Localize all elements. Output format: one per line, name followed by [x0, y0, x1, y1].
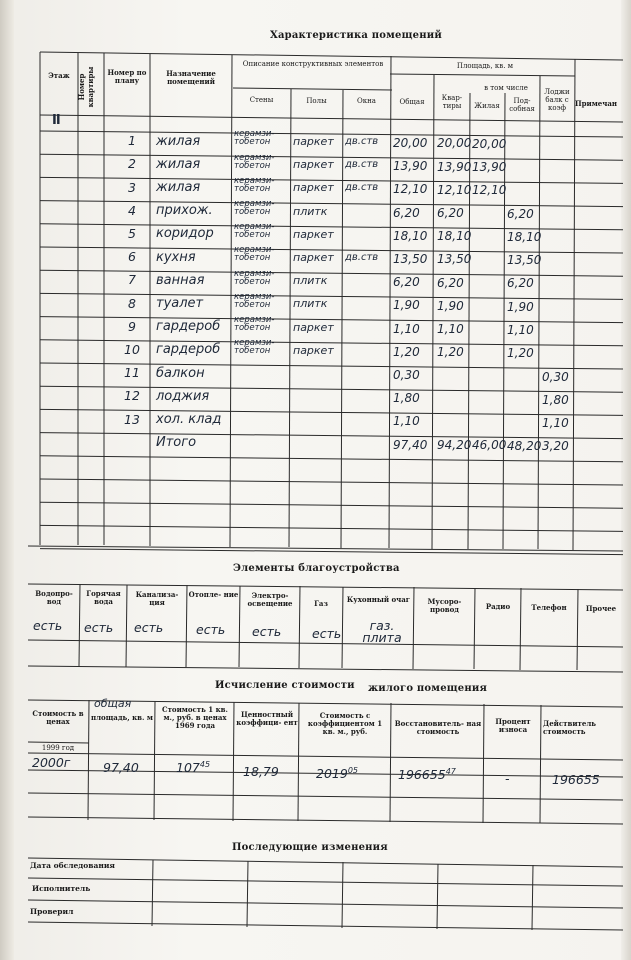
- cell-kv: 6,20: [437, 275, 464, 290]
- area-value: 97,40: [103, 760, 139, 775]
- cell-total: 13,90: [393, 159, 428, 174]
- checked-label: Проверил: [30, 907, 74, 916]
- cell-n: 9: [128, 318, 136, 334]
- cell-n: 2: [128, 156, 136, 172]
- amenity-hot-value: есть: [84, 620, 114, 635]
- col-total-header: Общая: [399, 98, 425, 106]
- amenity-sewer-header: Канализа- ция: [135, 590, 179, 607]
- col-desc-header: Описание конструктивных элементов: [242, 60, 384, 68]
- cell-name: жилая: [156, 156, 201, 172]
- amenity-elec-header: Электро- освещение: [247, 591, 293, 608]
- col-purpose-header: Назначение помещений: [166, 69, 216, 86]
- amenity-sewer-value: есть: [134, 620, 164, 635]
- amenity-heat-header: Отопле- ние: [188, 590, 239, 599]
- cell-n: 4: [128, 202, 136, 218]
- cell-lodg: 0,30: [542, 369, 569, 384]
- cell-living: 46,00: [472, 438, 507, 453]
- cell-aux: 48,20: [507, 438, 542, 453]
- cell-wall: керамзи-тобетон: [234, 268, 275, 287]
- cell-aux: 13,50: [507, 253, 542, 268]
- cell-wall: керамзи-тобетон: [234, 245, 275, 264]
- cell-wall: керамзи-тобетон: [234, 338, 275, 357]
- cell-living: 20,00: [472, 136, 507, 151]
- cell-name: жилая: [156, 133, 201, 149]
- col-incl-header: в том числе: [484, 84, 528, 92]
- cell-n: 1: [128, 133, 136, 149]
- cell-n: 6: [128, 249, 136, 265]
- cost-year-header: 1999 год: [41, 744, 75, 752]
- cell-wall: керамзи-тобетон: [234, 222, 275, 241]
- cell-kv: 18,10: [437, 229, 472, 244]
- restore-header: Восстановитель- ная стоимость: [394, 719, 482, 736]
- cost1-value: $107^{45}$: [176, 760, 211, 776]
- col-windows-header: Окна: [357, 97, 376, 105]
- cell-wall: керамзи-тобетон: [234, 175, 275, 194]
- cell-wall: керамзи-тобетон: [234, 198, 275, 217]
- cell-kv: 12,10: [437, 182, 472, 197]
- cell-kv: 6,20: [437, 206, 464, 221]
- cell-name: хол. клад: [156, 411, 222, 427]
- area-header: площадь, кв. м: [91, 713, 154, 722]
- cell-n: 10: [124, 342, 140, 358]
- cell-kv: 13,90: [437, 159, 472, 174]
- area-header-hand: общая: [94, 697, 132, 710]
- cost-value: 2000г: [32, 755, 71, 770]
- cell-name: жилая: [156, 179, 201, 195]
- cell-n: 3: [128, 179, 136, 195]
- cell-floor: паркет: [293, 227, 334, 241]
- cell-aux: 6,20: [507, 276, 534, 291]
- amenity-radio-header: Радио: [485, 602, 511, 611]
- cell-name: гардероб: [156, 319, 221, 335]
- cell-wall: керамзи-тобетон: [234, 314, 275, 333]
- cell-kv: 20,00: [437, 136, 472, 151]
- amenity-elec-value: есть: [252, 624, 282, 639]
- col-walls-header: Стены: [249, 96, 274, 104]
- cell-kv: 94,20: [437, 438, 472, 453]
- col-floor-header: Этаж: [48, 71, 70, 80]
- cell-aux: 1,20: [507, 345, 534, 360]
- cell-name: кухня: [156, 249, 196, 265]
- cell-name: коридор: [156, 226, 214, 242]
- cell-floor: паркет: [293, 181, 334, 195]
- cell-n: 5: [128, 226, 136, 242]
- cell-total: 18,10: [393, 228, 428, 243]
- cell-total: 1,10: [393, 414, 420, 429]
- col-plan-header: Номер по плану: [107, 68, 147, 85]
- col-living-header: Жилая: [474, 102, 500, 110]
- cell-lodg: 1,10: [542, 415, 569, 430]
- actual-value: 196655: [552, 772, 600, 787]
- cell-floor: плитк: [293, 297, 328, 311]
- cell-total: 13,50: [393, 252, 428, 266]
- costk-header: Стоимость с коэффициентом 1 кв. м., руб.: [307, 711, 383, 736]
- actual-header: Действитель стоимость: [543, 719, 597, 736]
- cell-floor: плитк: [293, 274, 328, 288]
- restore-value: 196655$^{47}$: [398, 767, 456, 783]
- amenity-gas-value: есть: [312, 626, 342, 641]
- section-changes-title: Последующие изменения: [232, 842, 388, 853]
- col-apt-header: Номер квартиры: [77, 66, 95, 108]
- amenity-heat-value: есть: [196, 622, 226, 637]
- cell-wall: керамзи-тобетон: [234, 129, 275, 148]
- amenity-other-header: Прочее: [585, 604, 617, 613]
- cell-win: дв.ств: [345, 158, 379, 170]
- cell-total: 97,40: [393, 437, 428, 452]
- cell-win: дв.ств: [345, 181, 379, 193]
- cell-total: 1,90: [393, 298, 420, 313]
- cell-aux: 1,90: [507, 299, 534, 314]
- cell-floor: паркет: [293, 250, 334, 264]
- col-note-header: Примечан: [575, 99, 618, 108]
- cell-name: Итого: [156, 435, 197, 451]
- cell-total: 12,10: [393, 182, 428, 197]
- cell-total: 1,20: [393, 344, 420, 359]
- executor-label: Исполнитель: [32, 884, 91, 893]
- cell-total: 6,20: [393, 205, 420, 220]
- cell-name: туалет: [156, 295, 204, 311]
- cost-header: Стоимость в ценах: [32, 709, 84, 726]
- cell-floor: плитк: [293, 204, 328, 218]
- amenity-trash-header: Мусоро- провод: [427, 597, 462, 614]
- cell-wall: керамзи-тобетон: [234, 291, 275, 310]
- amenity-water-header: Водопро- вод: [35, 589, 73, 606]
- col-kv-header: Квар- тиры: [441, 94, 463, 110]
- cell-kv: 13,50: [437, 252, 472, 267]
- cell-n: 7: [128, 272, 136, 288]
- cell-wall: керамзи-тобетон: [234, 152, 275, 171]
- wear-header: Процент износа: [495, 717, 531, 734]
- cell-aux: 18,10: [507, 229, 542, 244]
- cell-n: 11: [124, 365, 140, 381]
- amenity-water-value: есть: [33, 618, 63, 633]
- amenity-stove-header: Кухонный очаг: [346, 595, 411, 604]
- cell-aux: 6,20: [507, 206, 534, 221]
- cell-floor: паркет: [293, 158, 334, 172]
- cell-kv: 1,10: [437, 322, 464, 337]
- cell-kv: 1,20: [437, 345, 464, 360]
- cell-n: 13: [124, 411, 140, 427]
- coef-value: 18,79: [243, 764, 279, 779]
- floor-value: II: [52, 113, 60, 128]
- section-cost-title-a: Исчисление стоимости: [215, 680, 355, 691]
- cell-total: 0,30: [393, 368, 420, 382]
- amenity-gas-header: Газ: [314, 599, 328, 608]
- amenity-phone-header: Телефон: [531, 603, 567, 612]
- cell-name: ванная: [156, 272, 205, 288]
- cell-n: 12: [124, 388, 140, 404]
- cell-aux: 1,10: [507, 322, 534, 337]
- cell-lodg: 3,20: [542, 439, 569, 454]
- cell-name: лоджия: [156, 388, 210, 404]
- cell-living: 12,10: [472, 183, 507, 198]
- col-aux-header: Под- собная: [509, 97, 535, 113]
- col-area-header: Площадь, кв. м: [456, 62, 514, 70]
- cell-win: дв.ств: [345, 135, 379, 147]
- wear-value: -: [505, 771, 510, 786]
- inspection-date-label: Дата обследования: [30, 861, 115, 870]
- costk-value: 2019$^{05}$: [316, 766, 358, 782]
- cell-name: прихож.: [156, 203, 213, 219]
- section-amenities-title: Элементы благоустройства: [233, 563, 400, 574]
- cell-kv: 1,90: [437, 298, 464, 313]
- cell-lodg: 1,80: [542, 392, 569, 407]
- amenity-stove-value: газ. плита: [362, 618, 402, 645]
- cell-name: гардероб: [156, 342, 221, 358]
- cost1-header: Стоимость 1 кв. м., руб. в ценах 1969 года: [162, 705, 228, 730]
- section-rooms-title: Характеристика помещений: [270, 30, 442, 41]
- cell-name: балкон: [156, 365, 205, 381]
- coef-header: Ценностный коэффици- ент: [236, 710, 298, 727]
- cell-total: 6,20: [393, 275, 420, 290]
- col-lodg-header: Лоджи балк с коэф: [544, 88, 570, 112]
- cell-floor: паркет: [293, 320, 334, 334]
- cell-total: 1,80: [393, 391, 420, 406]
- cell-floor: паркет: [293, 134, 334, 148]
- cell-n: 8: [128, 295, 136, 311]
- col-floors-header: Полы: [306, 97, 327, 105]
- cell-total: 1,10: [393, 321, 420, 336]
- cell-living: 13,90: [472, 160, 507, 175]
- cell-win: дв.ств: [345, 251, 379, 263]
- amenity-hot-header: Горячая вода: [86, 589, 121, 606]
- cell-total: 20,00: [393, 136, 428, 150]
- section-cost-title-b: жилого помещения: [368, 683, 488, 694]
- cell-floor: паркет: [293, 343, 334, 357]
